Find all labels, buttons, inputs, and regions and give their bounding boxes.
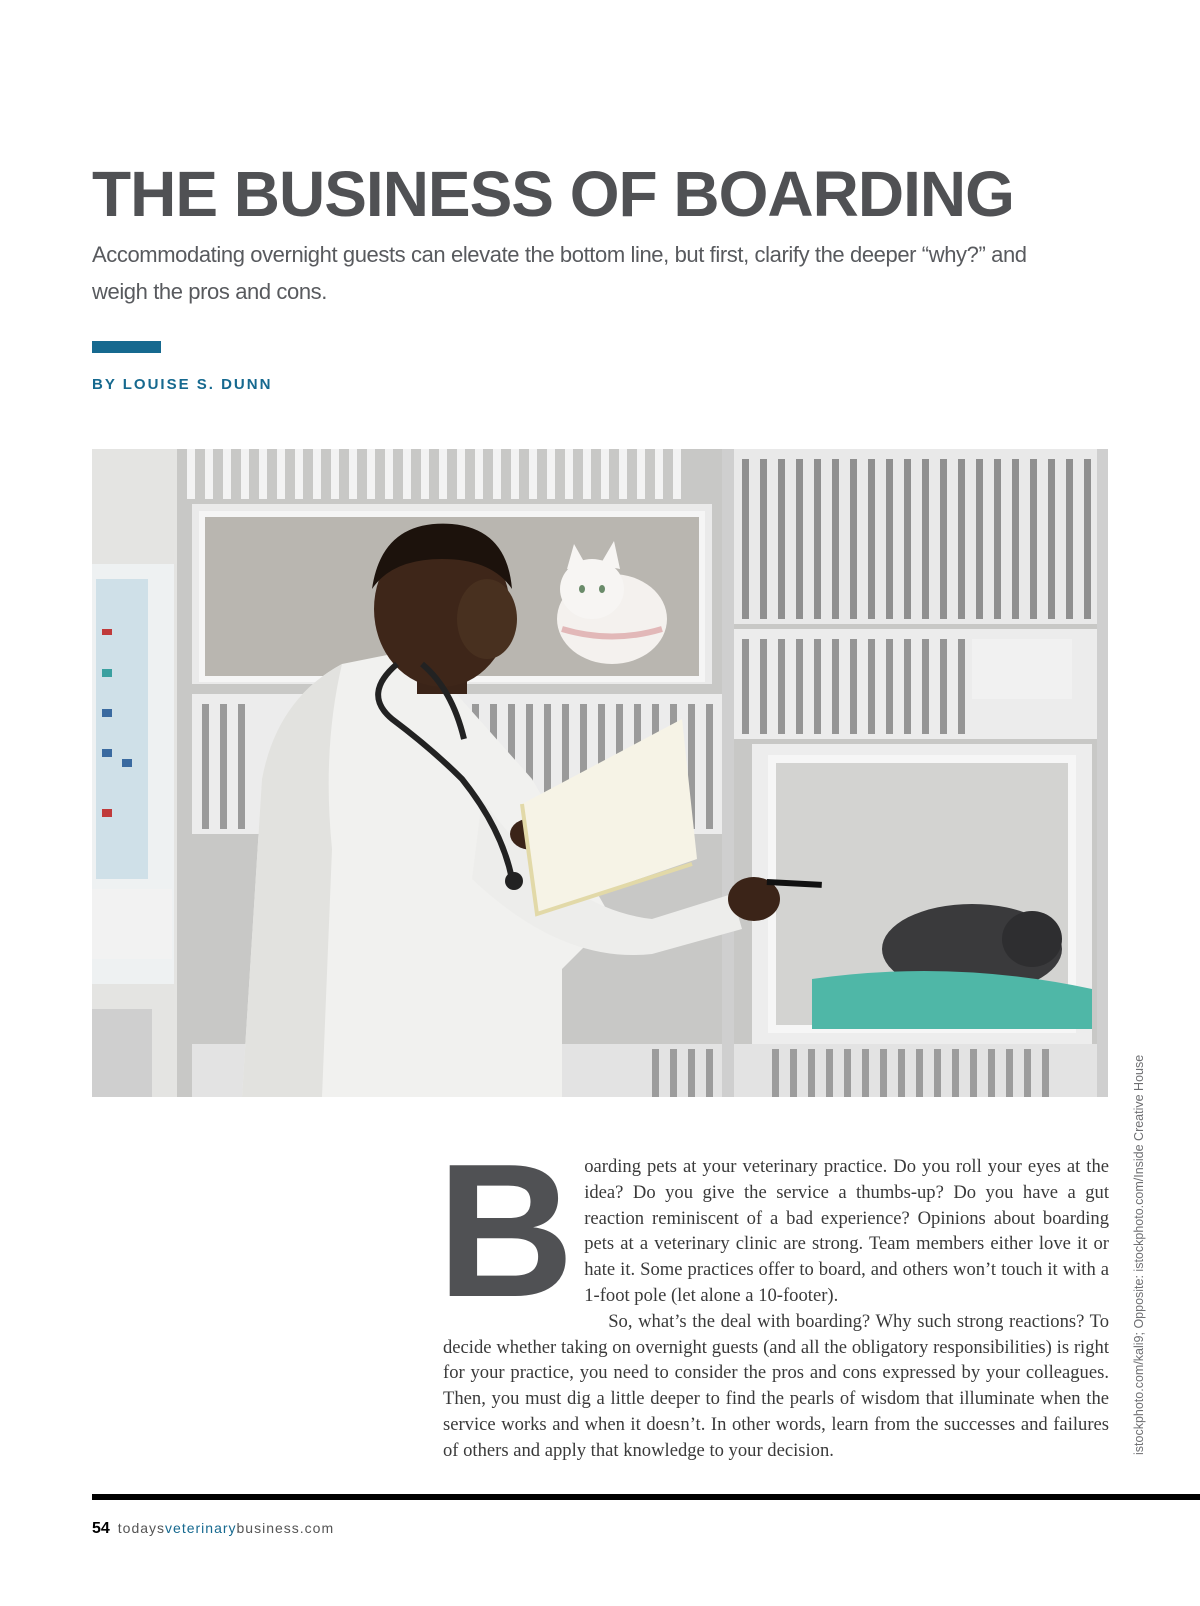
photo-credit: istockphoto.com/kali9; Opposite: istockphoto.com/Inside Creative House <box>1132 1054 1146 1455</box>
site-url-part2: veterinary <box>165 1520 237 1536</box>
paragraph-2: So, what’s the deal with boarding? Why such strong reactions? To decide whether taking on overnight guests (and all the obligatory responsibilities) is right for your practice, you need to consider the pros and cons expressed by your colleagues. Then, you must dig a little deeper to find the pearls of wisdom that illuminate when the service works and when it doesn’t. In other words, learn from the successes and failures of others and apply that knowledge to your decision. <box>443 1310 1109 1461</box>
page-footer <box>92 1517 334 1540</box>
page-number: 54 <box>92 1520 110 1537</box>
footer-rule <box>92 1494 1200 1500</box>
accent-bar <box>92 341 161 353</box>
article-subtitle: Accommodating overnight guests can elevate the bottom line, but first, clarify the deeper “why?” and weigh the pros and cons. <box>92 242 1027 304</box>
byline: BY LOUISE S. DUNN <box>92 376 273 393</box>
article-title: THE BUSINESS OF BOARDING <box>92 158 1014 230</box>
equipment-panel <box>92 449 177 1097</box>
article-body <box>437 1125 1109 1464</box>
article-photo <box>92 449 1108 1097</box>
site-url-part1: todays <box>117 1520 166 1536</box>
drop-cap: B <box>437 1125 575 1337</box>
site-url-part3: business.com <box>236 1520 335 1536</box>
paragraph-1 <box>437 1125 1109 1337</box>
paragraph-1-text: oarding pets at your veterinary practice. Do you roll your eyes at the idea? Do you give the service a thumbs-up? Do you have a gut reaction reminiscent of a bad experience? Opinions about boarding pets at a veterinary clinic are strong. Team members either love it or hate it. Some practices offer to board, and others won’t touch it with a 1-foot pole (let alone a 10-footer). <box>584 1156 1109 1306</box>
